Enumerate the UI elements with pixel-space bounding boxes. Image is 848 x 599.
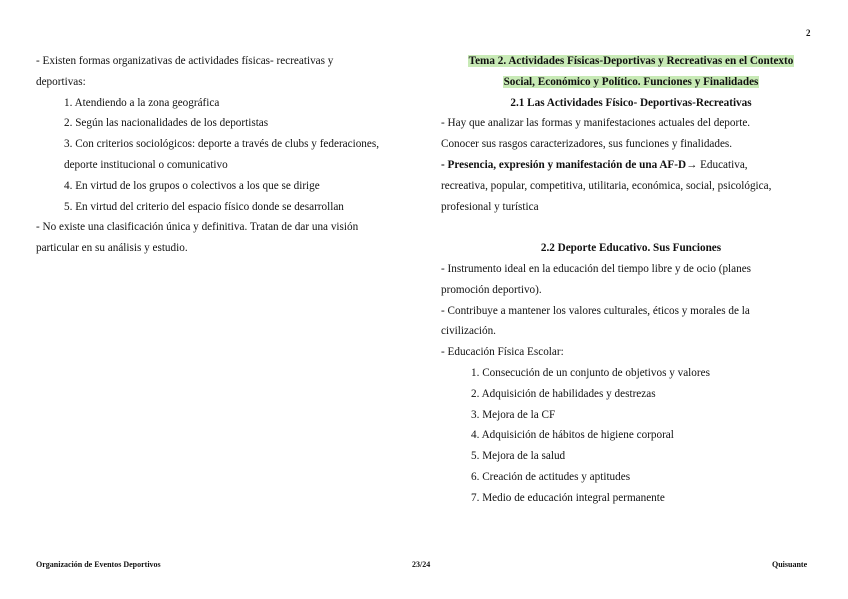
page-number: 2 — [806, 28, 811, 38]
closing-line: - No existe una clasificación única y definitiva. Tratan de dar una visión — [36, 221, 359, 234]
list-item: 4. Adquisición de hábitos de higiene corporal — [471, 429, 674, 442]
list-item: 6. Creación de actitudes y aptitudes — [471, 470, 631, 483]
topic-title-line-2: Social, Económico y Político. Funciones y Finalidades — [503, 75, 759, 88]
list-item: 2. Adquisición de habilidades y destrezas — [471, 387, 656, 400]
bold-phrase: - Presencia, expresión y manifestación de una AF-D→ — [441, 158, 698, 171]
list-item: 1. Atendiendo a la zona geográfica — [64, 96, 220, 109]
intro-line: deportivas: — [36, 75, 86, 88]
topic-title — [441, 72, 821, 93]
list-item: 2. Según las nacionalidades de los deportistas — [64, 117, 269, 130]
left-column — [36, 51, 416, 259]
paragraph-line — [441, 155, 821, 176]
topic-title-line-1: Tema 2. Actividades Físicas-Deportivas y Recreativas en el Contexto — [468, 55, 794, 67]
right-column — [441, 51, 821, 509]
paragraph-line: Conocer sus rasgos caracterizadores, sus funciones y finalidades. — [441, 138, 733, 151]
paragraph-text: Educativa, — [697, 158, 748, 171]
paragraph-line: profesional y turística — [441, 200, 539, 213]
list-item: 3. Con criterios sociológicos: deporte a través de clubs y federaciones, — [64, 138, 380, 151]
paragraph-line: - Contribuye a mantener los valores culturales, éticos y morales de la — [441, 304, 750, 317]
list-item: 5. Mejora de la salud — [471, 450, 566, 463]
list-item: 7. Medio de educación integral permanente — [471, 491, 665, 504]
list-item: deporte institucional o comunicativo — [64, 158, 228, 171]
footer-author: Quisuante — [772, 560, 808, 569]
paragraph-line: - Educación Física Escolar: — [441, 346, 564, 359]
topic-title — [441, 51, 821, 72]
paragraph-line: - Instrumento ideal en la educación del tiempo libre y de ocio (planes — [441, 262, 752, 275]
section-heading: 2.2 Deporte Educativo. Sus Funciones — [540, 242, 722, 255]
list-item: 4. En virtud de los grupos o colectivos a los que se dirige — [64, 179, 320, 192]
blank-line — [441, 217, 821, 238]
list-item: 1. Consecución de un conjunto de objetivos y valores — [471, 366, 710, 379]
footer-year: 23/24 — [412, 560, 431, 569]
footer-course: Organización de Eventos Deportivos — [36, 560, 161, 569]
paragraph-line: promoción deportivo). — [441, 283, 542, 296]
list-item: 5. En virtud del criterio del espacio físico donde se desarrollan — [64, 200, 344, 213]
paragraph-line: - Hay que analizar las formas y manifestaciones actuales del deporte. — [441, 117, 751, 130]
intro-line: - Existen formas organizativas de actividades físicas- recreativas y — [36, 55, 334, 67]
paragraph-line: recreativa, popular, competitiva, utilitaria, económica, social, psicológica, — [441, 179, 772, 192]
paragraph-line: civilización. — [441, 325, 496, 338]
section-heading: 2.1 Las Actividades Físico- Deportivas-Recreativas — [510, 96, 752, 109]
closing-line: particular en su análisis y estudio. — [36, 242, 188, 255]
list-item: 3. Mejora de la CF — [471, 408, 556, 421]
